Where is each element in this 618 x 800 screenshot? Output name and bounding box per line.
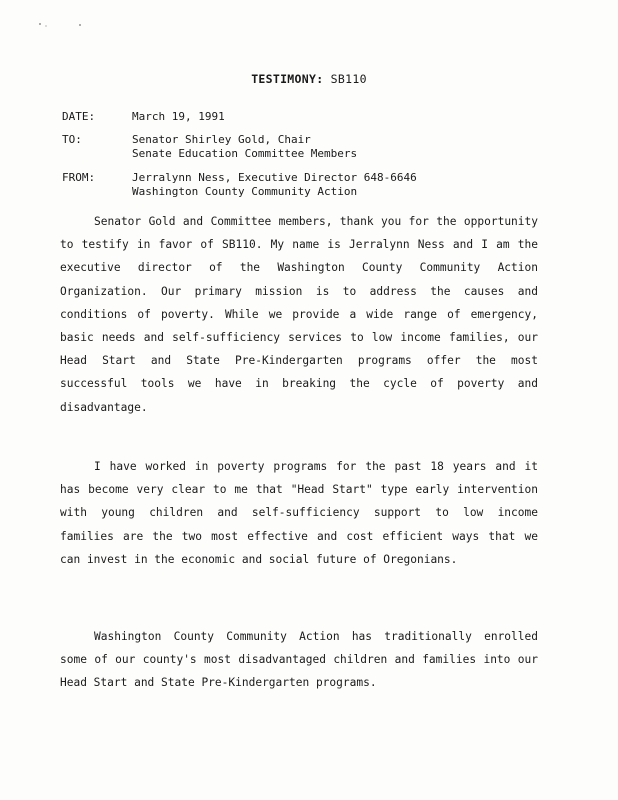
body-paragraph-1: Senator Gold and Committee members, thank you for the opportunity to testify in favor of SB110. My name is Jerralynn Ness and I am the executive director of the Washington County Community Action Organization. Our primary mission is to address the causes and conditions of poverty. While we provide a wide range of emergency, basic needs and self-sufficiency services to low income families, our Head Start and State Pre-Kindergarten programs offer the most successful tools we have in breaking the cycle of poverty and disadvantage. xyxy=(60,215,538,414)
to-key: TO: xyxy=(62,133,82,146)
date-value: March 19, 1991 xyxy=(132,110,225,123)
from-line2: Washington County Community Action xyxy=(132,185,358,198)
to-line2: Senate Education Committee Members xyxy=(132,147,358,160)
title-label: TESTIMONY: xyxy=(251,72,324,86)
from-key: FROM: xyxy=(62,171,96,184)
to-line1: Senator Shirley Gold, Chair xyxy=(132,133,311,146)
title-bill-number: SB110 xyxy=(330,72,367,86)
scan-specks xyxy=(36,20,96,34)
body-paragraph-3: Washington County Community Action has traditionally enrolled some of our county's most disadvantaged children and families into our Head Start and State Pre-Kindergarten programs. xyxy=(60,630,538,690)
body-paragraph-2: I have worked in poverty programs for the past 18 years and it has become very clear to me that "Head Start" type early intervention with young children and self-sufficiency support to low income families are the two most effective and cost efficient ways that we can invest in the economic and social future of Oregonians. xyxy=(60,460,538,566)
document-title xyxy=(0,72,618,86)
date-key: DATE: xyxy=(62,110,96,123)
from-line1: Jerralynn Ness, Executive Director 648-6646 xyxy=(132,171,417,184)
